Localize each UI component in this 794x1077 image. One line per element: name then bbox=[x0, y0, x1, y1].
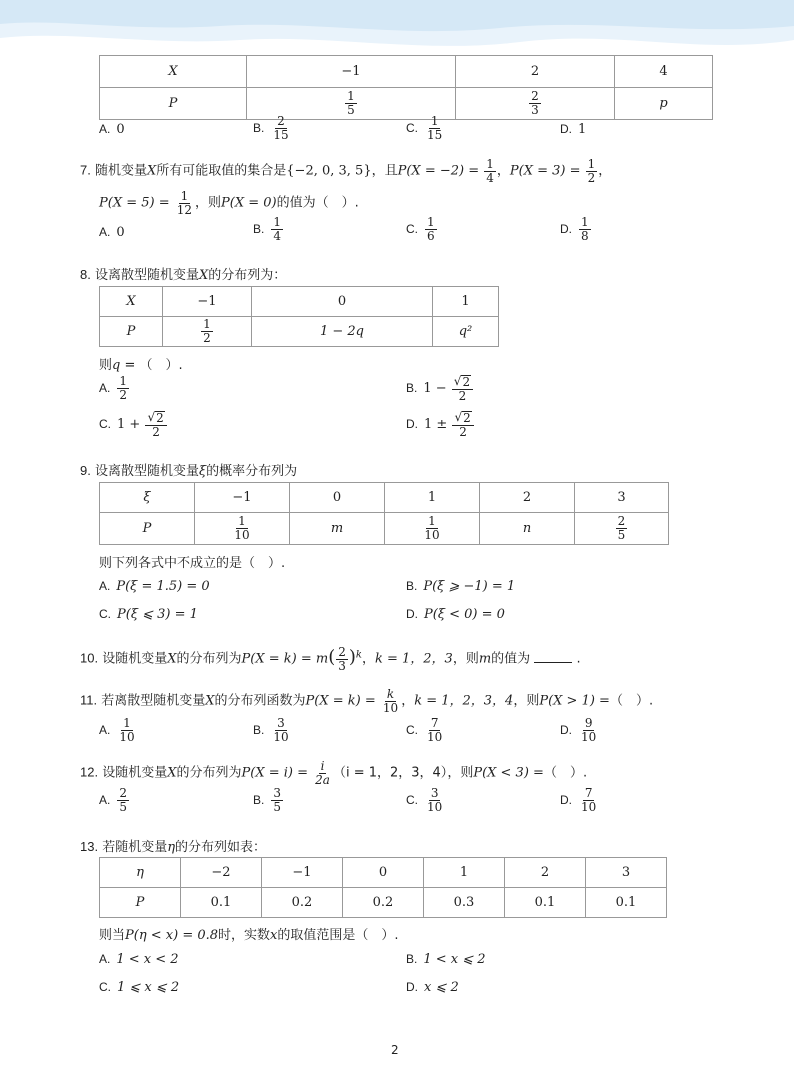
q10-stem: 10. 设随机变量X的分布列为P(X = k) = m( $\frac{2}{3}$ )$^k$，k = 1，2，3，则m的值为 . bbox=[80, 645, 581, 673]
q8-x-header: X bbox=[100, 287, 163, 317]
q13-x-value: 3 bbox=[586, 858, 667, 888]
q13-p-value: 0.1 bbox=[586, 888, 667, 918]
q9-option-c[interactable]: C. P(ξ ⩽ 3) = 1 bbox=[99, 607, 198, 622]
q7-option-b[interactable]: B. $\frac{1}{4}$ bbox=[253, 215, 281, 243]
q9-p-value: m bbox=[290, 513, 385, 545]
q13-x-value: −2 bbox=[181, 858, 262, 888]
q8-option-b[interactable]: B. 1 − √ 2 2 bbox=[406, 375, 474, 402]
q8-p-header: P bbox=[100, 317, 163, 347]
page-number: 2 bbox=[391, 1043, 399, 1057]
q8-question: 则q = （ ）. bbox=[99, 358, 183, 373]
q13-option-c[interactable]: C. 1 ⩽ x ⩽ 2 bbox=[99, 980, 180, 995]
q9-x-value: −1 bbox=[195, 483, 290, 513]
q8-p-value: $\frac{1}{2}$ bbox=[163, 317, 252, 347]
q7-option-c[interactable]: C. $\frac{1}{6}$ bbox=[406, 215, 435, 243]
q8-p-value: 1 − 2q bbox=[252, 317, 433, 347]
q11-option-d[interactable]: D. $\frac{9}{10}$ bbox=[560, 716, 597, 744]
q12-option-c[interactable]: C. $\frac{3}{10}$ bbox=[406, 786, 443, 814]
q8-p-value: q² bbox=[433, 317, 499, 347]
q9-p-value: $\frac{1}{10}$ bbox=[385, 513, 480, 545]
q6-p-header: P bbox=[100, 88, 247, 120]
q6-x-value: 2 bbox=[456, 56, 615, 88]
q7-option-d[interactable]: D. $\frac{1}{8}$ bbox=[560, 215, 589, 243]
q6-p-value: $\frac{1}{5}$ bbox=[247, 88, 456, 120]
q9-p-value: $\frac{1}{10}$ bbox=[195, 513, 290, 545]
q6-x-value: −1 bbox=[247, 56, 456, 88]
q13-option-a[interactable]: A. 1 < x < 2 bbox=[99, 952, 179, 967]
q13-x-value: 0 bbox=[343, 858, 424, 888]
q6-x-header: X bbox=[100, 56, 247, 88]
q7-stem-line1: 7. 随机变量X所有可能取值的集合是{−2, 0, 3, 5}，且P(X = −2) = $\frac{1}{4}$ ，P(X = 3) = $\frac{1}{2}$ ， bbox=[80, 157, 612, 185]
q8-x-value: −1 bbox=[163, 287, 252, 317]
q12-option-b[interactable]: B. $\frac{3}{5}$ bbox=[253, 786, 281, 814]
q9-option-b[interactable]: B. P(ξ ⩾ −1) = 1 bbox=[406, 579, 516, 594]
q9-p-header: P bbox=[100, 513, 195, 545]
q13-p-value: 0.3 bbox=[424, 888, 505, 918]
q11-option-b[interactable]: B. $\frac{3}{10}$ bbox=[253, 716, 289, 744]
q13-option-b[interactable]: B. 1 < x ⩽ 2 bbox=[406, 952, 486, 967]
q9-x-value: 2 bbox=[480, 483, 575, 513]
q11-option-a[interactable]: A. $\frac{1}{10}$ bbox=[99, 716, 135, 744]
q9-p-value: n bbox=[480, 513, 575, 545]
q13-p-header: P bbox=[100, 888, 181, 918]
q11-option-c[interactable]: C. $\frac{7}{10}$ bbox=[406, 716, 443, 744]
q6-option-c[interactable]: C. $\frac{1}{15}$ bbox=[406, 114, 443, 142]
q8-option-c[interactable]: C. 1 + √ 2 2 bbox=[99, 411, 168, 438]
q9-distribution-table bbox=[99, 482, 669, 545]
q6-option-a[interactable]: A. 0 bbox=[99, 122, 125, 137]
q6-distribution-table bbox=[99, 55, 713, 120]
q9-x-value: 0 bbox=[290, 483, 385, 513]
q13-question: 则当P(η < x) = 0.8时，实数x的取值范围是（ ）. bbox=[99, 928, 399, 943]
q12-option-a[interactable]: A. $\frac{2}{5}$ bbox=[99, 786, 127, 814]
q9-option-d[interactable]: D. P(ξ < 0) = 0 bbox=[406, 607, 505, 622]
q13-x-value: 2 bbox=[505, 858, 586, 888]
q13-p-value: 0.1 bbox=[505, 888, 586, 918]
q8-x-value: 0 bbox=[252, 287, 433, 317]
q9-x-value: 1 bbox=[385, 483, 480, 513]
q7-option-a[interactable]: A. 0 bbox=[99, 225, 125, 240]
q13-p-value: 0.1 bbox=[181, 888, 262, 918]
q6-option-b[interactable]: B. $\frac{2}{15}$ bbox=[253, 114, 289, 142]
q13-x-header: η bbox=[100, 858, 181, 888]
q13-stem: 13. 若随机变量η的分布列如表： bbox=[80, 839, 267, 855]
q13-p-value: 0.2 bbox=[262, 888, 343, 918]
q13-distribution-table bbox=[99, 857, 667, 918]
q9-x-value: 3 bbox=[575, 483, 669, 513]
q9-x-header: ξ bbox=[100, 483, 195, 513]
q9-option-a[interactable]: A. P(ξ = 1.5) = 0 bbox=[99, 579, 210, 594]
q9-p-value: $\frac{2}{5}$ bbox=[575, 513, 669, 545]
q6-p-value: p bbox=[615, 88, 713, 120]
q6-p-value: $\frac{2}{3}$ bbox=[456, 88, 615, 120]
q6-option-d[interactable]: D. 1 bbox=[560, 122, 587, 137]
q12-option-d[interactable]: D. $\frac{7}{10}$ bbox=[560, 786, 597, 814]
q13-option-d[interactable]: D. x ⩽ 2 bbox=[406, 980, 459, 995]
q8-option-d[interactable]: D. 1 ± √ 2 2 bbox=[406, 411, 475, 438]
q7-stem-line2: P(X = 5) = $\frac{1}{12}$ ，则P(X = 0)的值为（ ）. bbox=[99, 189, 359, 217]
q11-stem: 11. 若离散型随机变量X的分布列函数为P(X = k) = $\frac{k}{10}$ ，k = 1，2，3，4，则P(X > 1) =（ ）. bbox=[80, 687, 654, 715]
q8-option-a[interactable]: A. $\frac{1}{2}$ bbox=[99, 374, 127, 402]
q13-p-value: 0.2 bbox=[343, 888, 424, 918]
q8-x-value: 1 bbox=[433, 287, 499, 317]
q13-x-value: −1 bbox=[262, 858, 343, 888]
q8-distribution-table bbox=[99, 286, 499, 347]
q10-answer-blank[interactable] bbox=[534, 650, 572, 663]
header-wave-decoration bbox=[0, 0, 794, 60]
q9-question: 则下列各式中不成立的是（ ）. bbox=[99, 556, 286, 571]
q9-stem: 9. 设离散型随机变量ξ的概率分布列为 bbox=[80, 463, 298, 479]
q6-x-value: 4 bbox=[615, 56, 713, 88]
q13-x-value: 1 bbox=[424, 858, 505, 888]
q12-stem: 12. 设随机变量X的分布列为P(X = i) = $\frac{i}{2a}$ （i = 1，2，3，4），则P(X < 3) =（ ）. bbox=[80, 759, 588, 787]
q8-stem: 8. 设离散型随机变量X的分布列为： bbox=[80, 267, 287, 283]
